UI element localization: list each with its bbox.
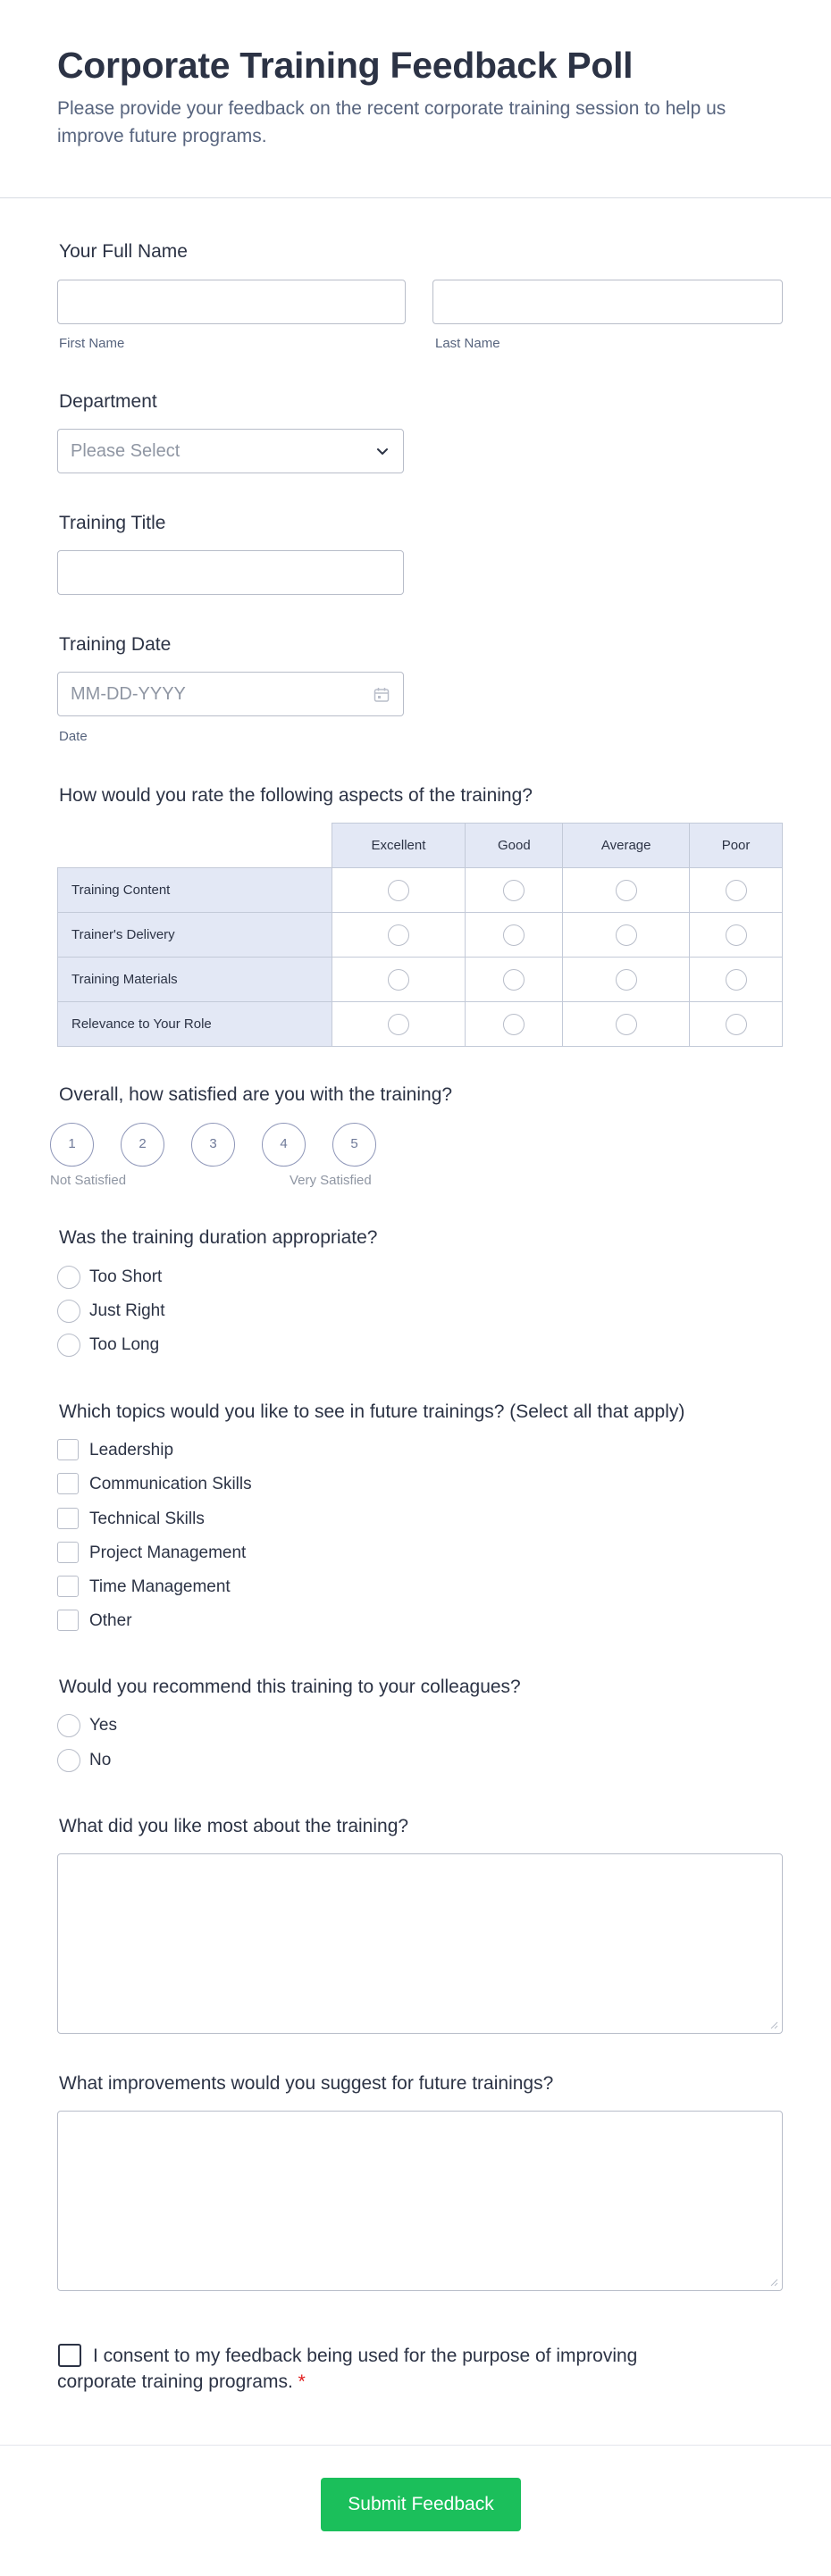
training-date-input[interactable] [57,672,404,716]
matrix-radio[interactable] [726,1014,747,1035]
option-label: Too Long [89,1335,160,1354]
radio-button[interactable] [57,1300,80,1323]
matrix-radio[interactable] [388,924,409,946]
matrix-radio[interactable] [726,880,747,901]
liked-most-label: What did you like most about the training? [59,1816,409,1836]
matrix-radio[interactable] [616,924,637,946]
footer-divider [0,2445,831,2446]
checkbox[interactable] [57,1473,79,1494]
calendar-icon[interactable] [373,686,390,704]
matrix-row [58,913,783,958]
matrix-column-good: Good [466,824,563,868]
matrix-corner [58,824,332,868]
rating-matrix [57,823,783,1047]
matrix-radio[interactable] [503,880,525,901]
consent-text: I consent to my feedback being used for the purpose of improving corporate training programs. [57,2346,638,2392]
radio-button[interactable] [57,1266,80,1289]
first-name-sublabel: First Name [59,336,125,351]
form-header [0,0,831,198]
training-title-label: Training Title [59,513,166,533]
option-label: Yes [89,1716,117,1735]
checkbox[interactable] [57,1439,79,1460]
matrix-header-row [58,824,783,868]
matrix-row [58,958,783,1002]
rating-matrix-label: How would you rate the following aspects of the training? [59,785,533,806]
recommend-label: Would you recommend this training to your colleagues? [59,1677,521,1697]
liked-most-textarea[interactable] [57,1853,783,2034]
scale-option-3[interactable]: 3 [191,1123,235,1167]
date-placeholder: MM-DD-YYYY [71,684,186,704]
required-mark: * [298,2371,306,2392]
last-name-sublabel: Last Name [435,336,500,351]
checkbox[interactable] [57,1508,79,1529]
improvements-label: What improvements would you suggest for future trainings? [59,2073,554,2094]
chevron-down-icon [374,443,390,459]
option-label: Communication Skills [89,1475,252,1493]
improvements-textarea[interactable] [57,2111,783,2291]
matrix-radio[interactable] [616,1014,637,1035]
consent-statement [57,2343,683,2395]
radio-button[interactable] [57,1334,80,1357]
resize-grip-icon[interactable] [769,2278,778,2287]
resize-grip-icon[interactable] [769,2020,778,2029]
matrix-radio[interactable] [388,880,409,901]
option-label: Other [89,1611,132,1630]
matrix-radio[interactable] [503,1014,525,1035]
option-label: Too Short [89,1267,163,1286]
scale-option-1[interactable]: 1 [50,1123,94,1167]
matrix-column-poor: Poor [690,824,783,868]
last-name-input[interactable] [432,280,783,324]
submit-button[interactable]: Submit Feedback [321,2478,521,2531]
date-sublabel: Date [59,729,88,744]
matrix-radio[interactable] [726,969,747,991]
department-placeholder: Please Select [71,441,180,461]
scale-option-4[interactable]: 4 [262,1123,306,1167]
checkbox[interactable] [57,1542,79,1563]
training-date-label: Training Date [59,634,172,655]
page-title: Corporate Training Feedback Poll [57,45,634,86]
duration-label: Was the training duration appropriate? [59,1227,378,1248]
matrix-row [58,1002,783,1047]
scale-max-label: Very Satisfied [290,1173,372,1188]
matrix-row-label: Trainer's Delivery [58,913,332,958]
scale-option-5[interactable]: 5 [332,1123,376,1167]
page-description: Please provide your feedback on the recent corporate training session to help us improve future programs. [57,98,726,146]
matrix-row [58,868,783,913]
matrix-radio[interactable] [388,1014,409,1035]
option-label: Time Management [89,1577,231,1596]
matrix-radio[interactable] [616,880,637,901]
option-label: Project Management [89,1543,247,1562]
department-select[interactable] [57,429,404,473]
matrix-row-label: Training Content [58,868,332,913]
matrix-radio[interactable] [388,969,409,991]
topics-label: Which topics would you like to see in future trainings? (Select all that apply) [59,1401,685,1422]
matrix-row-label: Training Materials [58,958,332,1002]
option-label: Just Right [89,1301,165,1320]
matrix-row-label: Relevance to Your Role [58,1002,332,1047]
training-title-input[interactable] [57,550,404,595]
matrix-column-average: Average [563,824,690,868]
first-name-input[interactable] [57,280,406,324]
matrix-column-excellent: Excellent [332,824,466,868]
radio-button[interactable] [57,1714,80,1737]
option-label: No [89,1751,112,1769]
matrix-radio[interactable] [503,924,525,946]
matrix-radio[interactable] [616,969,637,991]
matrix-radio[interactable] [726,924,747,946]
department-label: Department [59,391,157,412]
matrix-radio[interactable] [503,969,525,991]
satisfaction-label: Overall, how satisfied are you with the training? [59,1084,453,1105]
option-label: Technical Skills [89,1510,205,1528]
option-label: Leadership [89,1441,174,1459]
radio-button[interactable] [57,1749,80,1772]
checkbox[interactable] [57,1610,79,1631]
scale-option-2[interactable]: 2 [121,1123,164,1167]
scale-min-label: Not Satisfied [50,1173,127,1188]
full-name-label: Your Full Name [59,241,188,262]
checkbox[interactable] [57,1576,79,1597]
